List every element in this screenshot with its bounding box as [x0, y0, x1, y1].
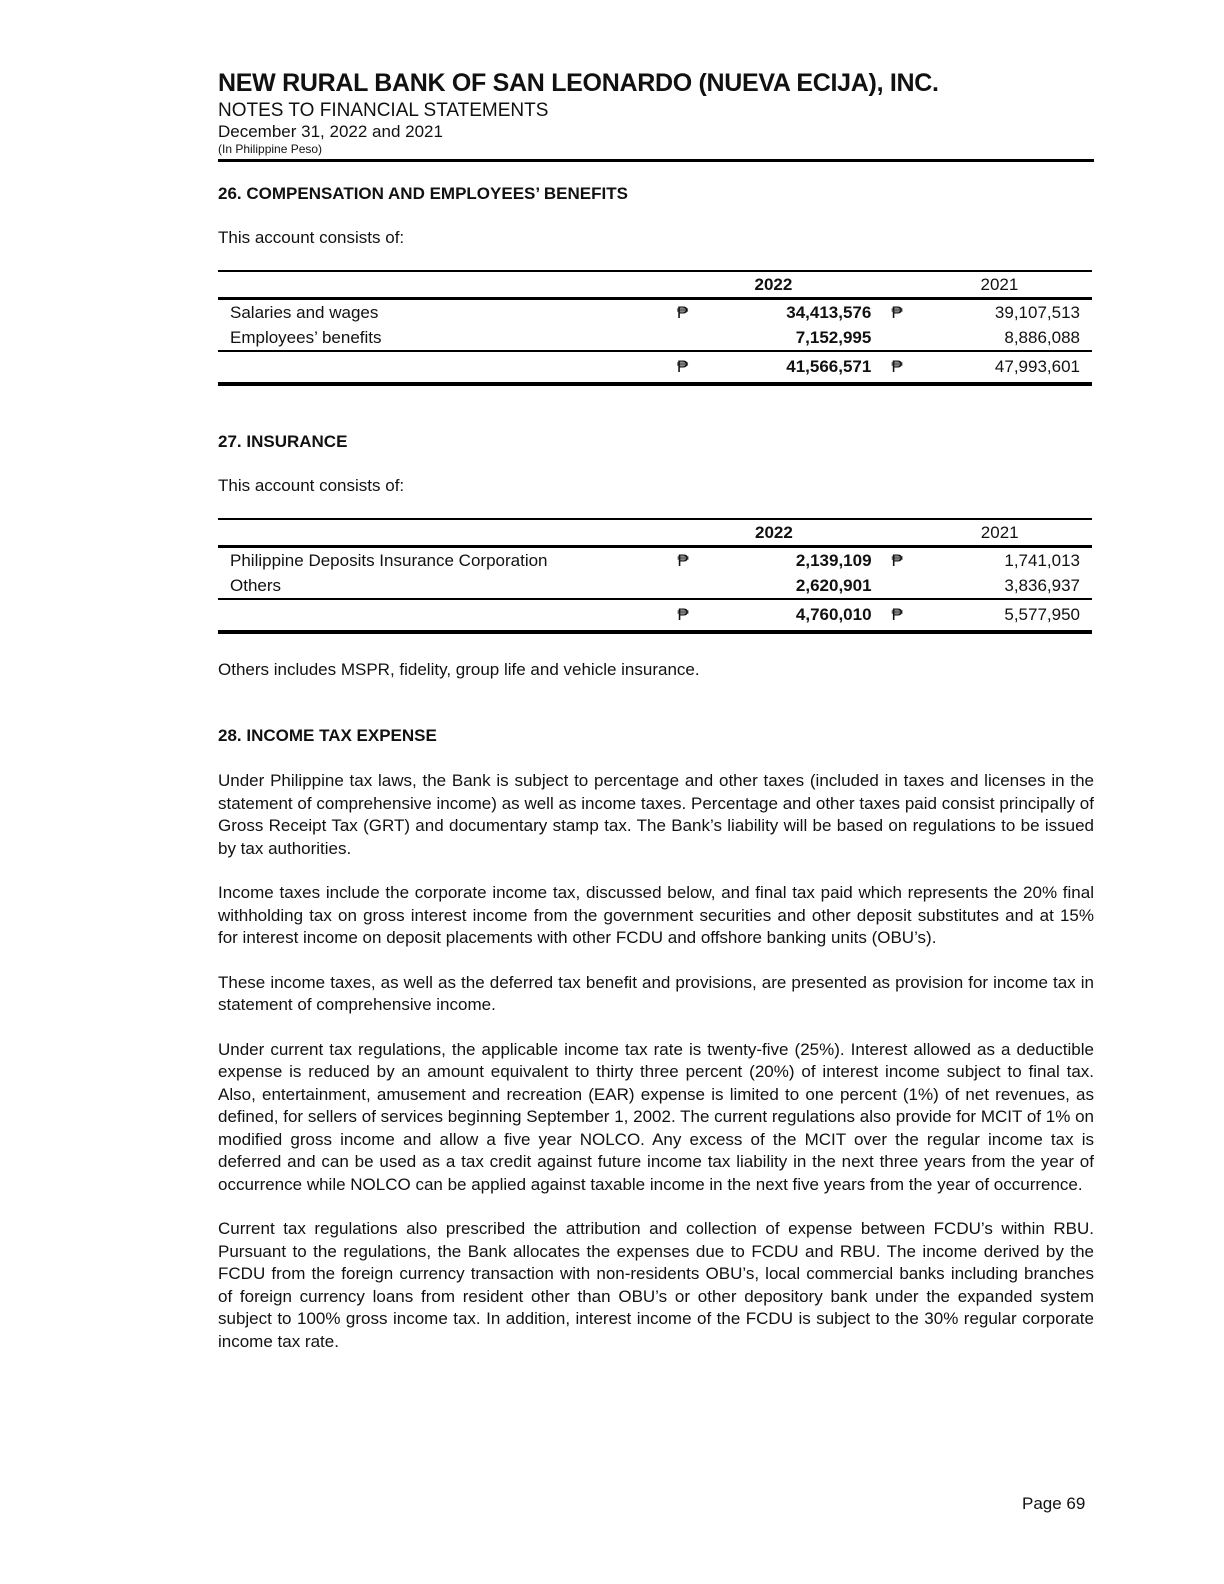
peso-sign: ₱ [676, 302, 689, 322]
total-2022: 4,760,010 [755, 599, 872, 632]
section-intro: This account consists of: [218, 228, 405, 247]
value-2022: 34,413,576 [786, 302, 872, 322]
row-label: Others [230, 575, 282, 595]
note-26 [218, 184, 1094, 386]
total-row [218, 351, 1092, 384]
column-2022: 2022 [755, 519, 872, 547]
column-2021: 2021 [981, 519, 1092, 547]
row-label: Philippine Deposits Insurance Corporation [230, 550, 548, 570]
total-2022: 41,566,571 [754, 351, 871, 384]
peso-sign: ₱ [891, 550, 903, 570]
note-27 [218, 432, 1094, 680]
total-row [218, 599, 1092, 632]
insurance-footnote: Others includes MSPR, fidelity, group life and vehicle insurance. [218, 660, 700, 679]
currency-unit: (In Philippine Peso) [218, 142, 323, 156]
total-2021: 5,577,950 [981, 599, 1092, 632]
page-header [218, 68, 1094, 162]
section-title: 27. INSURANCE [218, 432, 348, 451]
peso-sign: ₱ [677, 599, 755, 632]
value-2021: 3,836,937 [1004, 575, 1080, 595]
section-title: 28. INCOME TAX EXPENSE [218, 726, 437, 745]
peso-sign: ₱ [872, 599, 981, 632]
table-header-row [218, 271, 1092, 299]
paragraph: Under current tax regulations, the applicable income tax rate is twenty-five (25%). Interest allowed as a deductible expense is reduced by an amount equivalent to thirty three percent (20%) of interest income subject to final tax. Also, entertainment, amusement and recreation (EAR) expense is limited to one percent (1%) of net revenues, as defined, for sellers of services beginning September 1, 2002. The current regulations also provide for MCIT of 1% on modified gross income and allow a five year NOLCO. Any excess of the MCIT over the regular income tax is deferred and can be used as a tax credit against future income tax liability in the next three years from the year of occurrence while NOLCO can be applied against taxable income in the next five years from the year of occurrence. [218, 1039, 1094, 1194]
section-intro: This account consists of: [218, 476, 405, 495]
paragraph: Under Philippine tax laws, the Bank is subject to percentage and other taxes (included in taxes and licenses in the statement of comprehensive income) as well as income taxes. Percentage and other taxes paid consist principally of Gross Receipt Tax (GRT) and documentary stamp tax. The Bank’s liability will be based on regulations to be issued by tax authorities. [218, 771, 1094, 858]
paragraph: Income taxes include the corporate income tax, discussed below, and final tax paid which represents the 20% final withholding tax on gross interest income from the government securities and other deposit substitutes and at 15% for interest income on deposit placements with other FCDU and offshore banking units (OBU’s). [218, 883, 1094, 947]
peso-sign: ₱ [677, 351, 755, 384]
page-number: Page 69 [1022, 1494, 1086, 1513]
column-2021: 2021 [980, 271, 1092, 299]
paragraph: Current tax regulations also prescribed the attribution and collection of expense between FCDU’s within RBU. Pursuant to the regulations, the Bank allocates the expenses due to FCDU and RBU. The income derived by the FCDU from the foreign currency transaction with non-residents OBU’s, local commercial banks including branches of foreign currency loans from resident other than OBU’s or other depository bank under the expanded system subject to 100% gross income tax. In addition, interest income of the FCDU is subject to the 30% regular corporate income tax rate. [218, 1219, 1094, 1351]
row-label: Employees’ benefits [230, 327, 382, 347]
table-header-row [218, 519, 1092, 547]
company-name: NEW RURAL BANK OF SAN LEONARDO (NUEVA ECIJA), INC. [218, 69, 939, 97]
column-2022: 2022 [754, 271, 871, 299]
table-row [218, 573, 1092, 599]
value-2021: 8,886,088 [1004, 327, 1080, 347]
document-subtitle: NOTES TO FINANCIAL STATEMENTS [218, 100, 549, 121]
total-2021: 47,993,601 [980, 351, 1092, 384]
table-row [218, 299, 1092, 326]
paragraph: These income taxes, as well as the deferred tax benefit and provisions, are presented as provision for income tax in statement of comprehensive income. [218, 972, 1094, 1014]
section-title: 26. COMPENSATION AND EMPLOYEES’ BENEFITS [218, 184, 628, 203]
note-28 [218, 726, 1094, 1353]
row-label: Salaries and wages [230, 302, 379, 322]
peso-sign: ₱ [891, 302, 903, 322]
table-row [218, 547, 1092, 574]
compensation-table [218, 270, 1092, 386]
peso-sign: ₱ [871, 351, 980, 384]
value-2021: 1,741,013 [1004, 550, 1080, 570]
document-page [218, 68, 1094, 1353]
table-row [218, 325, 1092, 351]
value-2021: 39,107,513 [994, 302, 1080, 322]
value-2022: 2,139,109 [795, 550, 872, 570]
insurance-table [218, 518, 1092, 634]
report-date: December 31, 2022 and 2021 [218, 122, 443, 141]
value-2022: 7,152,995 [795, 327, 872, 347]
value-2022: 2,620,901 [795, 575, 872, 595]
peso-sign: ₱ [677, 550, 689, 570]
header-divider [218, 159, 1094, 162]
